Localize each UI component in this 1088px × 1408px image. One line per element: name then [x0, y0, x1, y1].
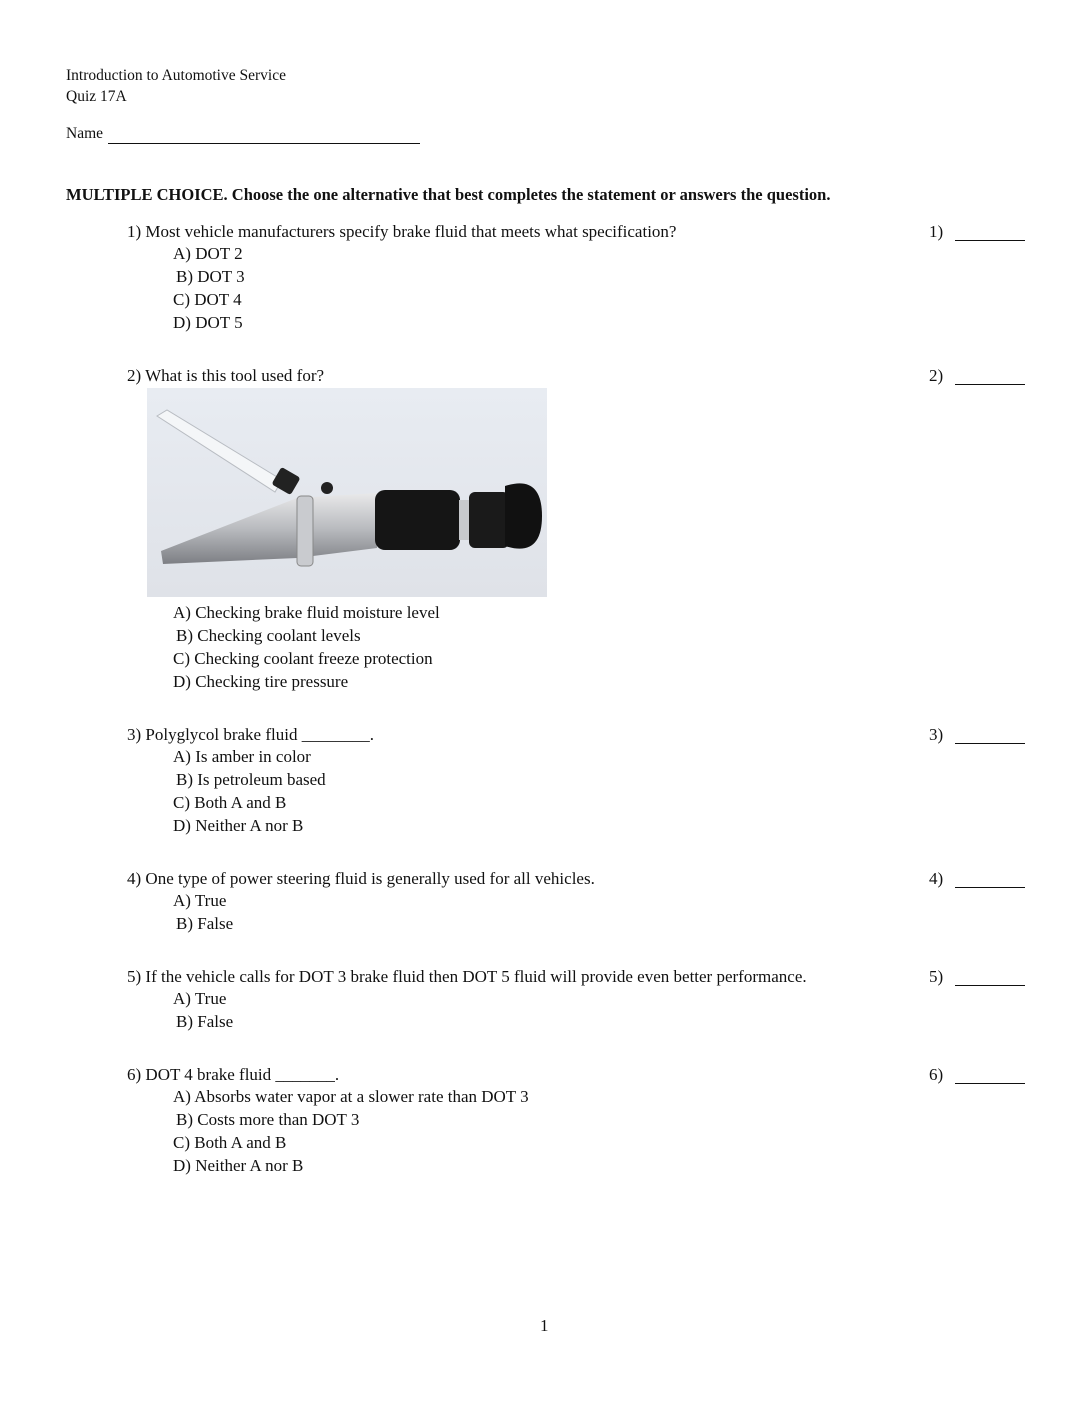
answer-option[interactable]: D) DOT 5 [173, 313, 243, 332]
question-text: 2) What is this tool used for? [127, 366, 325, 385]
answer-option[interactable]: A) True [173, 989, 227, 1008]
answer-option[interactable]: C) Both A and B [173, 1133, 287, 1152]
answer-blank[interactable] [955, 985, 1025, 986]
quiz-title: Quiz 17A [66, 88, 127, 105]
answer-option[interactable]: A) Is amber in color [173, 747, 311, 766]
answer-option[interactable]: B) Checking coolant levels [176, 626, 361, 645]
question-text: 4) One type of power steering fluid is generally used for all vehicles. [127, 869, 595, 888]
answer-number: 1) [929, 222, 944, 241]
answer-option[interactable]: C) DOT 4 [173, 290, 242, 309]
answer-option[interactable]: D) Checking tire pressure [173, 672, 349, 691]
answer-option[interactable]: A) DOT 2 [173, 244, 243, 263]
answer-option[interactable]: C) Checking coolant freeze protection [173, 649, 433, 668]
question-text: 5) If the vehicle calls for DOT 3 brake fluid then DOT 5 fluid will provide even better performance. [127, 967, 807, 986]
question-text: 6) DOT 4 brake fluid _______. [127, 1065, 340, 1084]
answer-blank[interactable] [955, 1083, 1025, 1084]
refractometer-photo [147, 388, 547, 597]
answer-option[interactable]: C) Both A and B [173, 793, 287, 812]
answer-number: 3) [929, 725, 944, 744]
question-text: 1) Most vehicle manufacturers specify brake fluid that meets what specification? [127, 222, 677, 241]
answer-number: 6) [929, 1065, 944, 1084]
answer-option[interactable]: B) Costs more than DOT 3 [176, 1110, 360, 1129]
answer-blank[interactable] [955, 384, 1025, 385]
answer-blank[interactable] [955, 887, 1025, 888]
question-text: 3) Polyglycol brake fluid ________. [127, 725, 374, 744]
name-label: Name [66, 125, 104, 142]
answer-option[interactable]: B) False [176, 914, 234, 933]
answer-option[interactable]: A) Absorbs water vapor at a slower rate than DOT 3 [173, 1087, 529, 1106]
course-title: Introduction to Automotive Service [66, 67, 286, 84]
answer-option[interactable]: B) DOT 3 [176, 267, 245, 286]
name-blank-line[interactable] [108, 143, 420, 144]
answer-number: 5) [929, 967, 944, 986]
answer-number: 4) [929, 869, 944, 888]
answer-option[interactable]: A) True [173, 891, 227, 910]
answer-option[interactable]: A) Checking brake fluid moisture level [173, 603, 440, 622]
answer-option[interactable]: D) Neither A nor B [173, 816, 304, 835]
answer-option[interactable]: D) Neither A nor B [173, 1156, 304, 1175]
answer-number: 2) [929, 366, 944, 385]
answer-option[interactable]: B) Is petroleum based [176, 770, 326, 789]
answer-option[interactable]: B) False [176, 1012, 234, 1031]
answer-blank[interactable] [955, 743, 1025, 744]
instructions: MULTIPLE CHOICE. Choose the one alternative that best completes the statement or answers the question. [66, 185, 831, 204]
page-number: 1 [540, 1316, 549, 1335]
answer-blank[interactable] [955, 240, 1025, 241]
